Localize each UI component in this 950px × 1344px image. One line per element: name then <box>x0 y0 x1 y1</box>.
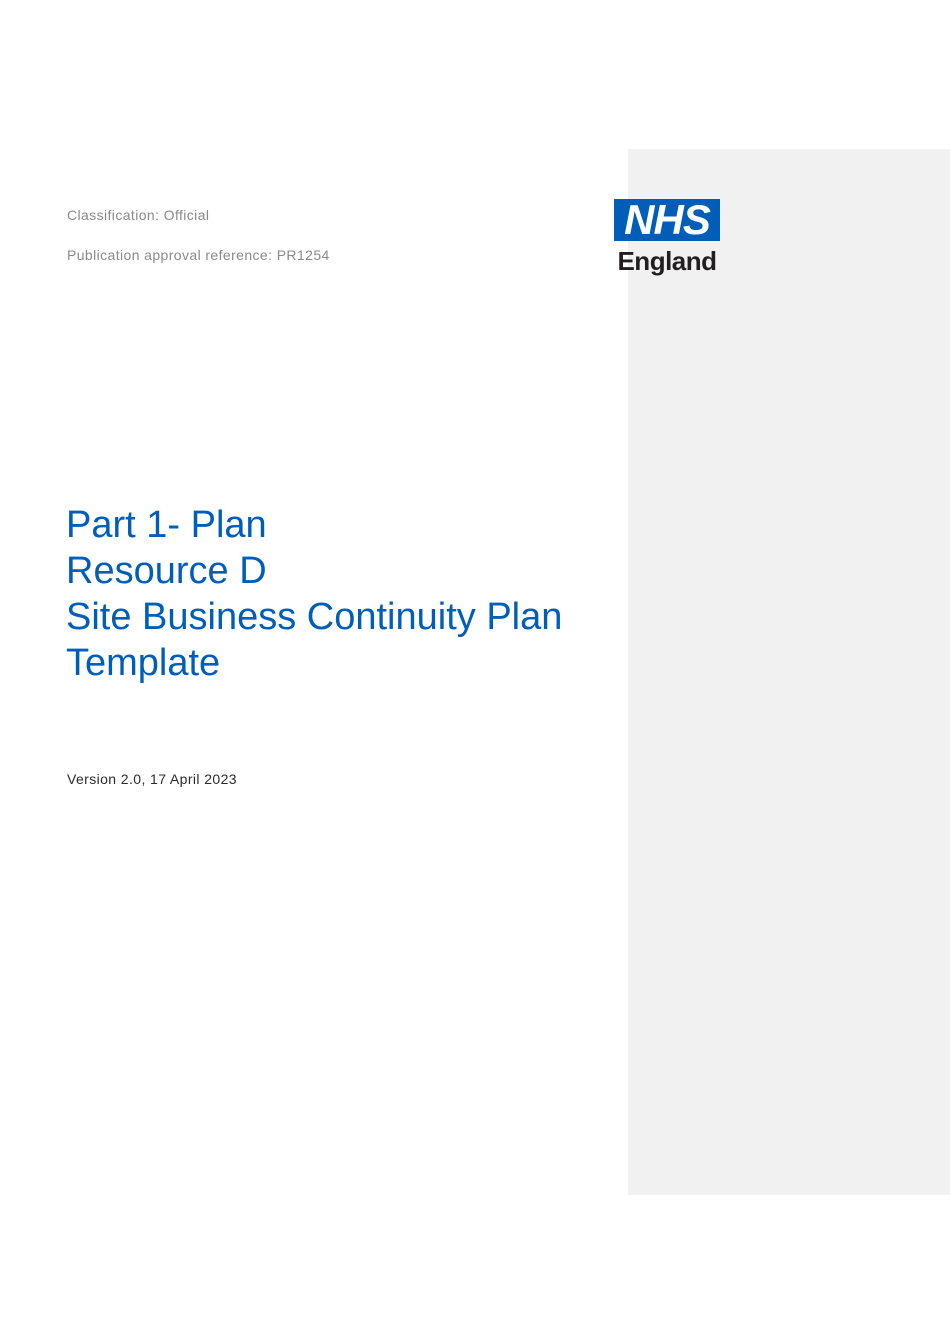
nhs-logo-mark: NHS <box>614 199 720 241</box>
document-title <box>66 502 626 686</box>
nhs-england-logo <box>612 197 722 281</box>
side-panel <box>628 149 950 1195</box>
nhs-logo-organisation: England <box>617 246 717 276</box>
title-line-part: Part 1- Plan <box>66 504 267 546</box>
classification-label: Classification: Official <box>67 207 210 223</box>
title-line-template: Template <box>66 642 221 684</box>
title-line-resource: Resource D <box>66 550 267 592</box>
version-label: Version 2.0, 17 April 2023 <box>67 771 237 787</box>
approval-reference-label: Publication approval reference: PR1254 <box>67 247 330 263</box>
title-line-plan: Site Business Continuity Plan <box>66 596 563 638</box>
